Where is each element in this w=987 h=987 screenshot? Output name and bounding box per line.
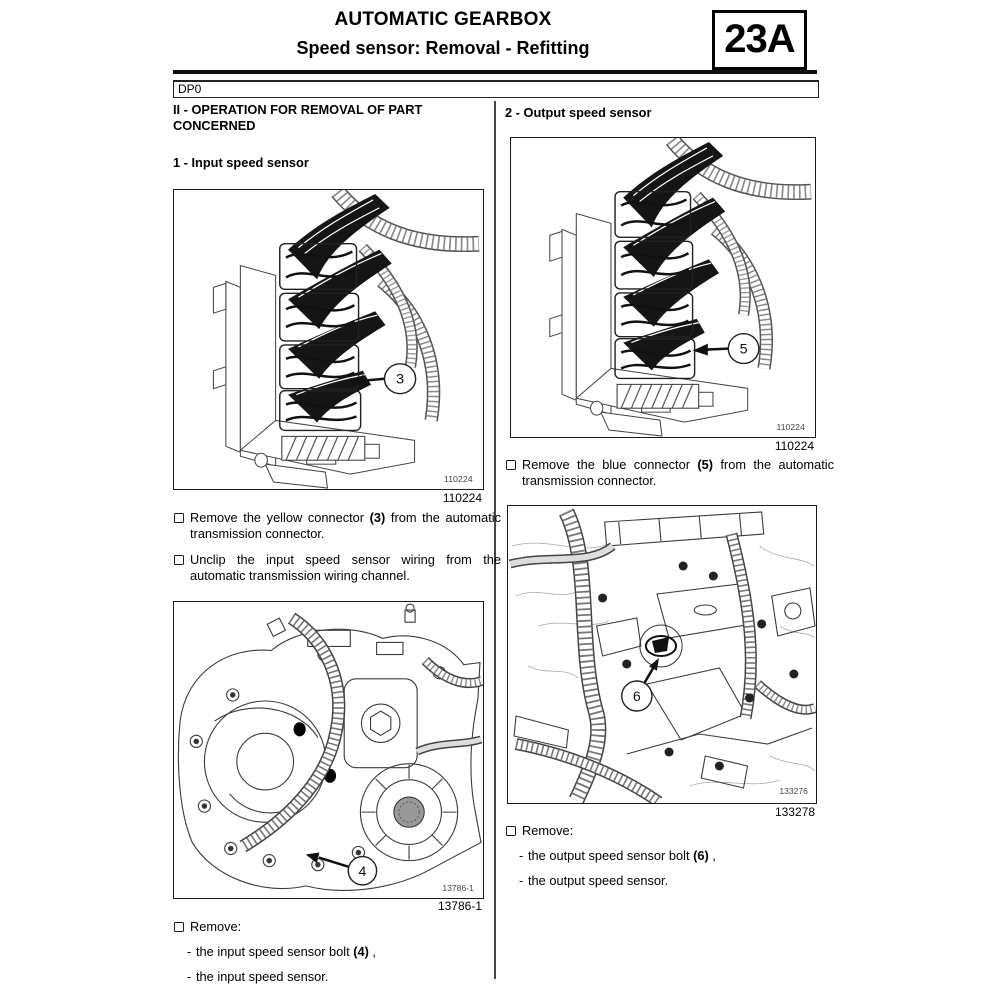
- bullet-text: Remove the yellow connector: [190, 510, 370, 525]
- model-code-box: DP0: [173, 80, 819, 98]
- sensor-dot: [294, 722, 306, 736]
- subsection-heading-input: 1 - Input speed sensor: [173, 155, 309, 170]
- corrugated-hoses: [510, 512, 815, 802]
- square-bullet-icon: [174, 922, 184, 932]
- engine-bay-illustration: [508, 506, 816, 803]
- figure-caption: 110224: [774, 439, 814, 453]
- sub-bullet-text: the input speed sensor.: [196, 969, 329, 984]
- figure-caption: 13786-1: [437, 899, 482, 913]
- callout-5-marker: [693, 334, 759, 364]
- connector-stack-illustration: [511, 138, 815, 437]
- figure-inner-ref: 110224: [776, 422, 805, 433]
- subsection-heading-output: 2 - Output speed sensor: [505, 105, 652, 120]
- callout-3-number: 3: [396, 371, 405, 388]
- callout-ref: (3): [369, 510, 386, 525]
- sub-bullet: [519, 873, 815, 888]
- callout-4-number: 4: [358, 863, 367, 880]
- callout-5-number: 5: [739, 340, 748, 357]
- section-heading: II - OPERATION FOR REMOVAL OF PART CONCERNED: [173, 102, 423, 133]
- gearbox-illustration: [174, 602, 483, 898]
- callout-ref: (4): [353, 944, 369, 959]
- square-bullet-icon: [174, 513, 184, 523]
- square-bullet-icon: [506, 826, 516, 836]
- figure-input-connector: [173, 189, 484, 490]
- bullet-text: from the automatic transmission connector.: [190, 510, 502, 541]
- figure-inner-ref: 13786-1: [442, 882, 474, 893]
- figure-inner-ref: 110224: [443, 474, 473, 485]
- sub-bullet: [519, 848, 815, 863]
- output-sensor: [640, 625, 682, 667]
- instruction-bullet: [505, 457, 834, 489]
- bolt-heads: [598, 562, 798, 771]
- hatched-connector: [282, 436, 365, 460]
- page-subtitle: Speed sensor: Removal - Refitting: [296, 38, 590, 58]
- bullet-text: from the automatic transmission connector.: [522, 457, 835, 488]
- sub-bullet-text: the input speed sensor bolt: [196, 944, 354, 959]
- sub-bullet: [187, 969, 484, 984]
- bullet-text: Unclip the input speed sensor wiring from the automatic transmission wiring channel.: [190, 552, 501, 583]
- callout-ref: (5): [697, 457, 713, 472]
- sub-bullet-text: ,: [708, 848, 716, 863]
- driveshaft-hub: [394, 797, 424, 827]
- dash-bullet: -: [519, 873, 524, 888]
- square-bullet-icon: [174, 555, 184, 565]
- figure-caption: 110224: [442, 491, 482, 505]
- figure-input-sensor: [173, 601, 484, 899]
- instruction-bullet: [173, 552, 501, 584]
- instruction-bullet: [173, 510, 501, 542]
- sub-bullet-text: the output speed sensor bolt: [528, 848, 694, 863]
- figure-caption: 133278: [774, 805, 815, 819]
- sub-bullet-text: the output speed sensor.: [528, 873, 669, 888]
- dash-bullet: -: [187, 944, 192, 959]
- bolt-heads: [190, 648, 445, 870]
- bullet-text: Remove the blue connector: [522, 457, 698, 472]
- section-code-box: 23A: [712, 10, 807, 70]
- instruction-bullet: [173, 919, 501, 935]
- figure-inner-ref: 133276: [779, 786, 808, 796]
- figure-output-connector: [510, 137, 816, 438]
- square-bullet-icon: [506, 460, 516, 470]
- bullet-text: Remove:: [522, 823, 574, 838]
- instruction-bullet: [505, 823, 834, 839]
- page-title: AUTOMATIC GEARBOX: [334, 9, 552, 30]
- sub-bullet: [187, 944, 484, 959]
- hatched-connector: [617, 384, 699, 408]
- callout-6-number: 6: [632, 688, 641, 704]
- connector-stack-illustration: [174, 190, 483, 489]
- figure-output-sensor: [507, 505, 817, 804]
- sub-bullet-text: ,: [368, 944, 376, 959]
- dash-bullet: -: [519, 848, 524, 863]
- dash-bullet: -: [187, 969, 192, 984]
- callout-ref: (6): [693, 848, 709, 863]
- header-rule: [173, 70, 817, 74]
- bullet-text: Remove:: [190, 919, 242, 934]
